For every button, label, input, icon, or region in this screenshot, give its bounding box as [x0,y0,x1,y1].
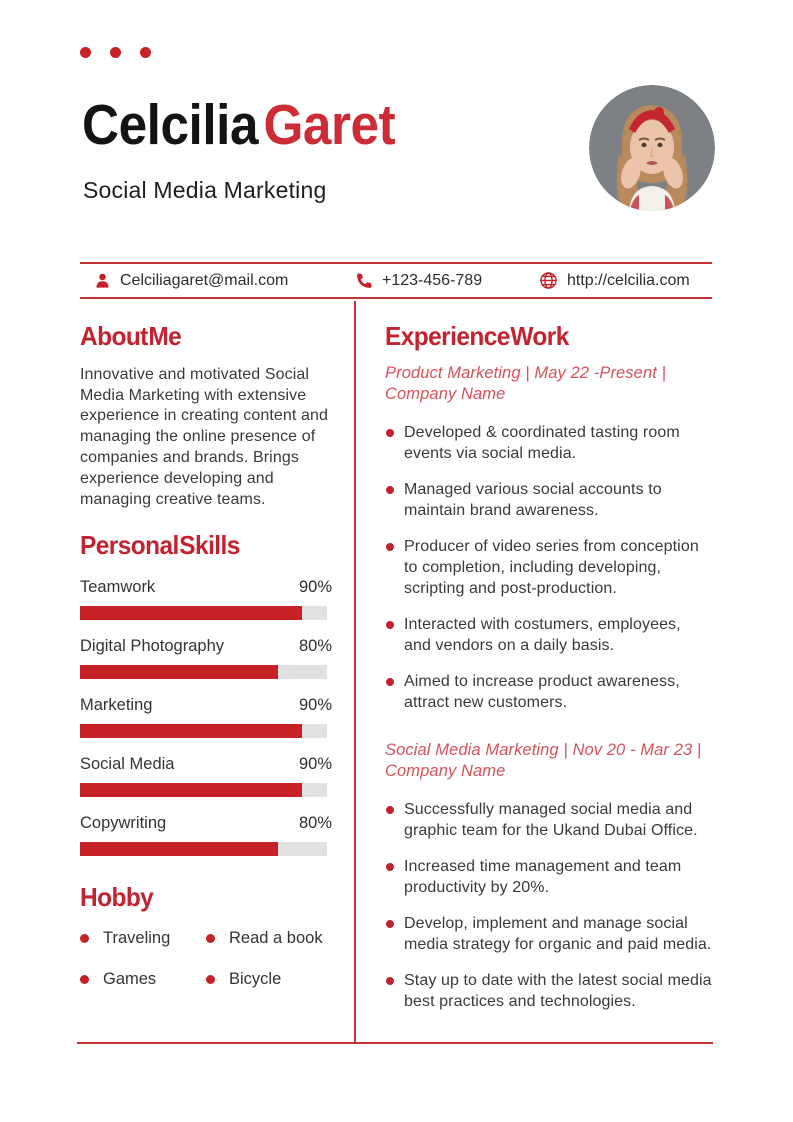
skill-item [80,696,332,738]
decorative-dots [80,47,151,58]
left-column [80,300,332,989]
bottom-rule [77,1042,713,1044]
skill-bar-fill [80,783,302,797]
dot-icon [140,47,151,58]
bullet-icon [80,934,89,943]
skill-item [80,637,332,679]
bullet-icon [206,934,215,943]
contact-phone-text[interactable]: +123-456-789 [382,271,483,289]
dot-icon [110,47,121,58]
hobby-label: Games [103,970,157,989]
skill-percent: 80% [298,637,332,656]
contact-website-text[interactable]: http://celcilia.com [567,271,690,289]
skill-bar-fill [80,606,302,620]
skill-bar-fill [80,842,278,856]
skill-item [80,814,332,856]
hobby-item [80,929,206,948]
hobby-item [206,929,332,948]
skill-label: Digital Photography [80,637,225,656]
skill-item [80,578,332,620]
skill-percent: 80% [298,814,332,833]
experience-heading: Experience Work [385,321,569,351]
hobby-item [80,970,206,989]
job-bullet: Interacted with costumers, employees, and vendors on a daily basis. [385,614,712,656]
contact-email [94,264,288,297]
skill-bar-track [80,665,327,679]
skill-percent: 90% [298,755,332,774]
contact-email-text[interactable]: Celciliagaret@mail.com [120,271,289,289]
skill-bar-track [80,724,327,738]
contact-website [539,264,690,297]
contact-phone [356,264,482,297]
skill-label: Teamwork [80,578,156,597]
bullet-icon [206,975,215,984]
job-bullet: Successfully managed social media and graphic team for the Ukand Dubai Office. [385,799,712,841]
hobby-label: Read a book [229,929,323,948]
skill-item [80,755,332,797]
job-title: Social Media Marketing | Nov 20 - Mar 23 | Company Name [385,740,702,780]
contact-bar [80,262,712,299]
job-title: Product Marketing | May 22 -Present | Company Name [385,363,666,403]
skill-bar-track [80,606,327,620]
bullet-icon [80,975,89,984]
globe-icon [539,271,558,290]
job-bullet: Stay up to date with the latest social media best practices and technologies. [385,970,712,1012]
dot-icon [80,47,91,58]
skill-bar-track [80,783,327,797]
phone-icon [356,272,373,289]
hobby-label: Bicycle [229,970,282,989]
job-subtitle: Social Media Marketing [83,177,327,203]
about-text: Innovative and motivated Social Media Marketing with extensive experience in creating content and managing the online presence of companies and brands. Brings experience developing and managing creative teams. [80,365,329,508]
job-bullet: Managed various social accounts to maintain brand awareness. [385,479,712,521]
job-bullet: Producer of video series from conception to completion, including developing, scripting and post-production. [385,536,712,599]
job-bullets [385,799,712,1012]
job-bullets [385,422,712,713]
page-title [82,93,396,157]
avatar [589,85,715,211]
right-column [385,300,712,1027]
skill-label: Social Media [80,755,175,774]
hobby-label: Traveling [103,929,171,948]
skill-bar-fill [80,665,278,679]
name-last: Garet [263,93,396,157]
about-heading: About Me [80,321,182,351]
person-icon [94,272,111,289]
job-bullet: Aimed to increase product awareness, attract new customers. [385,671,712,713]
avatar-illustration [589,85,715,211]
hobby-list [80,929,332,989]
name-first: Celcilia [82,93,259,157]
skills-heading: Personal Skills [80,530,240,561]
hobby-item [206,970,332,989]
skill-percent: 90% [298,696,332,715]
job-bullet: Develop, implement and manage social media strategy for organic and paid media. [385,913,712,955]
job-bullet: Developed & coordinated tasting room events via social media. [385,422,712,464]
skill-label: Copywriting [80,814,167,833]
skill-bar-fill [80,724,302,738]
skill-percent: 90% [298,578,332,597]
job-bullet: Increased time management and team productivity by 20%. [385,856,712,898]
skill-bar-track [80,842,327,856]
hobby-heading: Hobby [80,882,154,913]
column-divider [354,301,356,1043]
skill-label: Marketing [80,696,153,715]
